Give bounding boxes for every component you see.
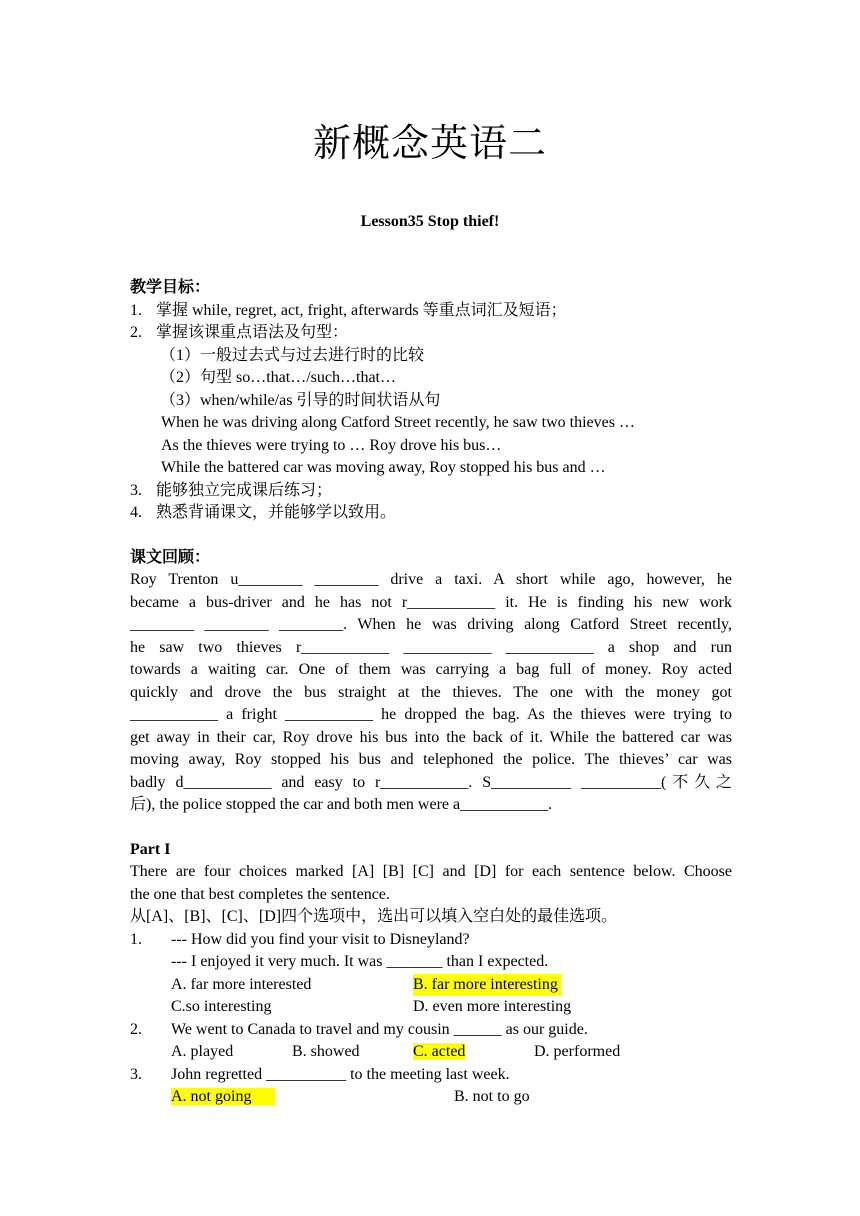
passage-line: ________ ________ ________. When he was driving along Catford Street recently,: [130, 616, 732, 633]
goal-number: 4.: [130, 504, 142, 521]
lesson-title: Lesson35 Stop thief!: [360, 213, 500, 230]
passage-line: became a bus-driver and he has not r___________ it. He is finding his new work: [130, 593, 732, 611]
question: [130, 929, 732, 1019]
option-a: A. far more interested: [171, 975, 312, 993]
question-number: 1.: [130, 930, 142, 948]
option-c-highlighted: C. acted: [413, 1043, 466, 1060]
part1-intro-line: the one that best completes the sentence.: [130, 885, 390, 903]
part1-intro-line: There are four choices marked [A] [B] [C] and [D] for each sentence below. Choose: [130, 863, 732, 880]
question: [130, 1019, 732, 1064]
page-title: 新概念英语二: [312, 121, 547, 165]
option-b-highlighted: B. far more interesting: [413, 974, 562, 997]
goal-item: [130, 322, 732, 345]
part1-intro-cn: 从[A]、[B]、[C]、[D]四个选项中，选出可以填入空白处的最佳选项。: [130, 908, 618, 925]
review-heading: 课文回顾：: [130, 548, 211, 566]
passage-line: badly d___________ and easy to r___________. S__________ __________(不久之: [130, 773, 732, 791]
example-sentence: When he was driving along Catford Street recently, he saw two thieves …: [161, 414, 635, 431]
question-text: John regretted __________ to the meeting last week.: [171, 1065, 510, 1083]
goal-item: [130, 480, 732, 503]
passage-line: he saw two thieves r___________ ___________ ___________ a shop and run: [130, 638, 732, 656]
question-number: 2.: [130, 1020, 142, 1038]
goal-text: 能够独立完成课后练习；: [156, 481, 333, 499]
passage-line: towards a waiting car. One of them was carrying a bag full of money. Roy acted: [130, 661, 732, 678]
example-sentence: As the thieves were trying to … Roy drove his bus…: [161, 436, 502, 454]
goal-text: 熟悉背诵课文，并能够学以致用。: [156, 504, 397, 521]
question-text: --- How did you find your visit to Disneyland?: [171, 930, 470, 948]
option-c: C.so interesting: [171, 998, 272, 1015]
goal-number: 2.: [130, 324, 142, 341]
option-b: B. not to go: [454, 1088, 530, 1105]
option-d: D. even more interesting: [413, 998, 572, 1015]
example-sentence: While the battered car was moving away, Roy stopped his bus and …: [161, 459, 606, 476]
goals-heading: 教学目标：: [130, 279, 211, 296]
question-number: 3.: [130, 1065, 142, 1083]
question-text: --- I enjoyed it very much. It was _______ than I expected.: [171, 953, 549, 970]
goal-number: 1.: [130, 301, 142, 319]
goal-text: 掌握该课重点语法及句型：: [156, 324, 349, 341]
goal-subitem: （1）一般过去式与过去进行时的比较: [160, 346, 425, 364]
option-b: B. showed: [292, 1043, 360, 1060]
passage-line: quickly and drove the bus straight at the thieves. The one with the money got: [130, 683, 732, 701]
option-a: A. played: [171, 1043, 234, 1060]
passage-line: Roy Trenton u________ ________ drive a taxi. A short while ago, however, he: [130, 571, 732, 588]
passage-line: get away in their car, Roy drove his bus into the back of it. While the battered car was: [130, 728, 732, 746]
question-text: We went to Canada to travel and my cousin ______ as our guide.: [171, 1020, 588, 1038]
option-d: D. performed: [534, 1043, 621, 1060]
review-passage: [130, 569, 732, 817]
option-a-highlighted: A. not going: [171, 1088, 276, 1105]
passage-line: 后), the police stopped the car and both men were a___________.: [130, 796, 553, 813]
goal-item: [130, 300, 732, 323]
part1-heading: Part I: [130, 840, 171, 858]
goal-text: 掌握 while, regret, act, fright, afterwards 等重点词汇及短语；: [156, 301, 567, 319]
passage-line: moving away, Roy stopped his bus and telephoned the police. The thieves’ car was: [130, 751, 732, 768]
goal-item: [130, 502, 732, 525]
question: [130, 1064, 732, 1109]
goal-number: 3.: [130, 481, 142, 499]
document-body: [130, 277, 732, 1109]
goal-subitem: （3）when/while/as 引导的时间状语从句: [160, 391, 441, 409]
goal-subitem: （2）句型 so…that…/such…that…: [160, 369, 396, 386]
passage-line: ___________ a fright ___________ he dropped the bag. As the thieves were trying to: [130, 706, 732, 723]
